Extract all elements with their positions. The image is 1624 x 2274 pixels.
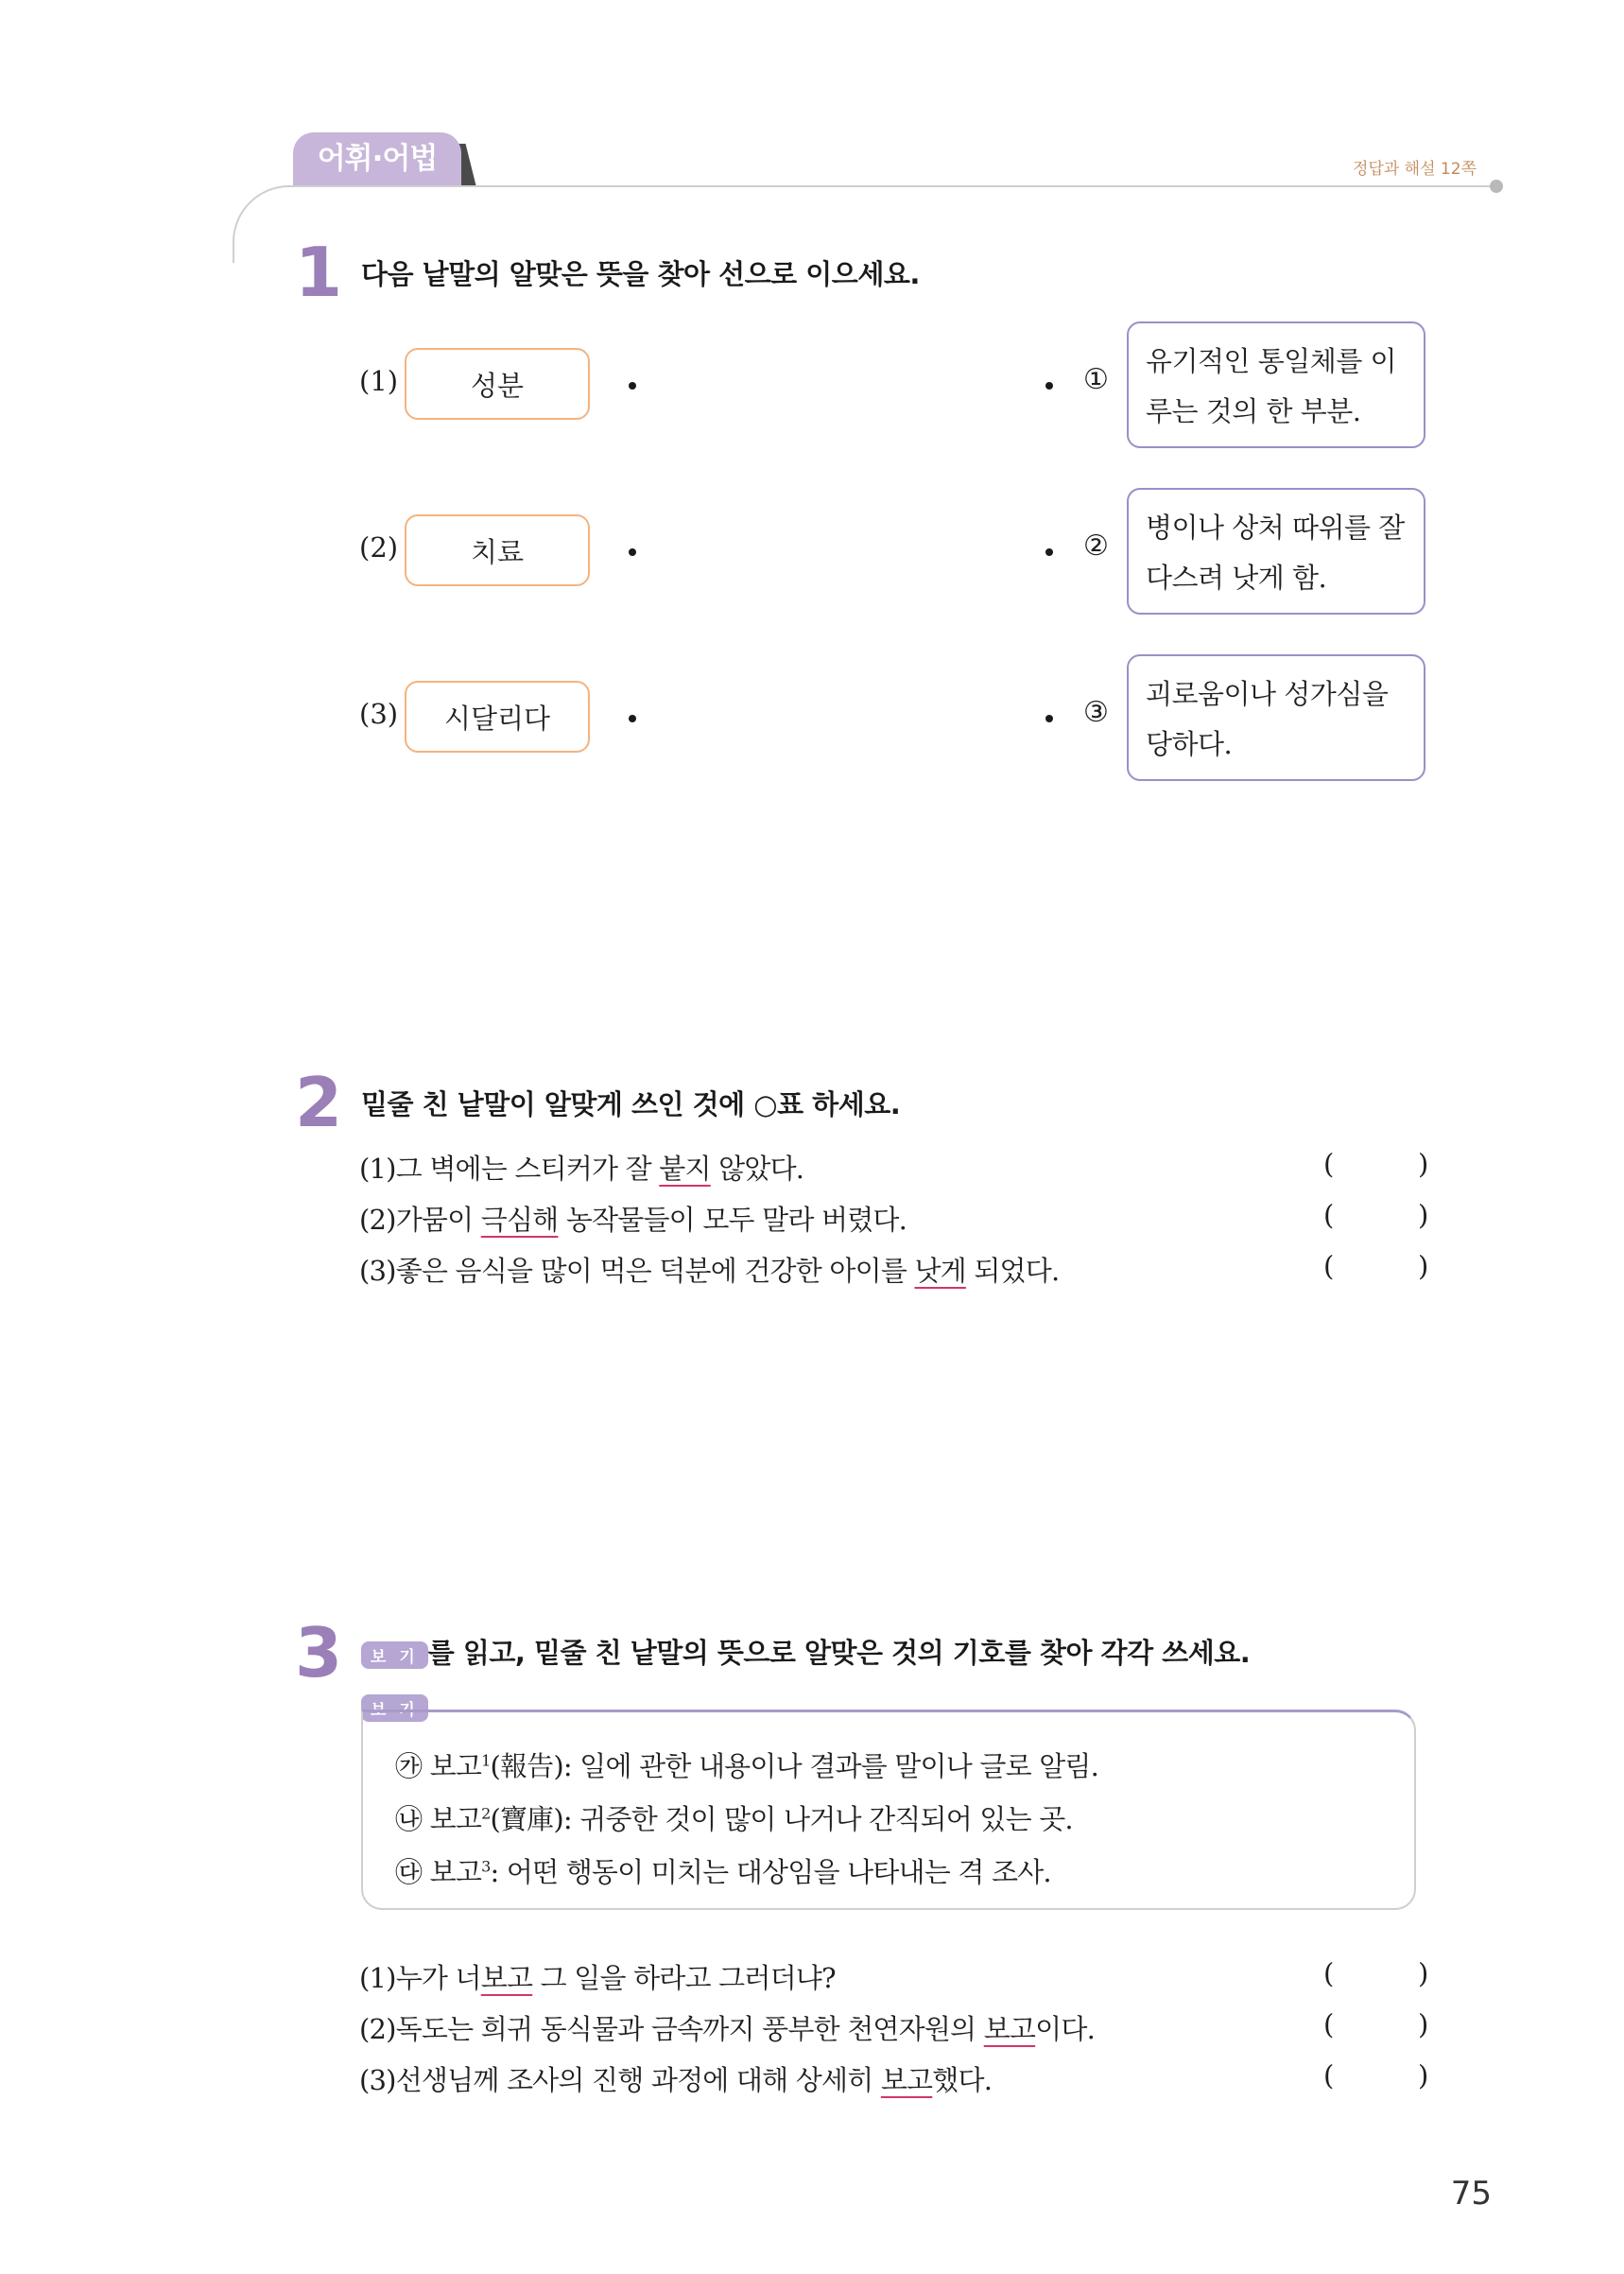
item-text: 좋은 음식을 많이 먹은 덕분에 건강한 아이를 bbox=[395, 1255, 915, 1287]
bogi-entry bbox=[395, 1745, 1098, 1784]
q1-left-dot[interactable] bbox=[629, 715, 636, 722]
bogi-tag: 보 기 bbox=[361, 1694, 428, 1722]
def-line: 유기적인 통일체를 이 bbox=[1146, 345, 1397, 377]
q1-def-number: ② bbox=[1083, 529, 1109, 563]
def-line: 당하다. bbox=[1146, 728, 1233, 760]
answer-paren-open[interactable]: ( bbox=[1323, 1199, 1335, 1231]
item-label: (1) bbox=[359, 1153, 396, 1185]
q1-right-dot[interactable] bbox=[1045, 382, 1053, 390]
item-text: 했다. bbox=[932, 2064, 993, 2096]
item-text: 농작물들이 모두 말라 버렸다. bbox=[558, 1204, 907, 1236]
entry-sup: 1 bbox=[481, 1751, 491, 1770]
answer-paren-open[interactable]: ( bbox=[1323, 1250, 1335, 1282]
answer-paren-close[interactable]: ) bbox=[1418, 2059, 1429, 2092]
underlined-word: 보고 bbox=[480, 1962, 533, 1994]
item-text: 누가 너 bbox=[395, 1962, 481, 1994]
underlined-word: 낫게 bbox=[914, 1255, 966, 1287]
question-2-instruction: 밑줄 친 낱말이 알맞게 쓰인 것에 ○표 하세요. bbox=[361, 1088, 901, 1120]
bogi-tag: 보 기 bbox=[361, 1641, 428, 1669]
question-1-instruction: 다음 낱말의 알맞은 뜻을 찾아 선으로 이으세요. bbox=[361, 258, 920, 290]
entry-def: : 일에 관한 내용이나 결과를 말이나 글로 알림. bbox=[562, 1750, 1099, 1782]
q1-word-box[interactable]: 성분 bbox=[405, 348, 590, 420]
answer-reference: 정답과 해설 12쪽 bbox=[1353, 160, 1477, 179]
q3-item bbox=[359, 2008, 1095, 2047]
entry-sup: 3 bbox=[481, 1857, 491, 1876]
item-label: (2) bbox=[359, 2013, 396, 2045]
entry-mark: ㉮ bbox=[395, 1750, 423, 1782]
answer-paren-close[interactable]: ) bbox=[1418, 1199, 1429, 1231]
q1-right-dot[interactable] bbox=[1045, 548, 1053, 556]
bogi-entry bbox=[395, 1798, 1073, 1837]
q1-left-dot[interactable] bbox=[629, 548, 636, 556]
q3-item bbox=[359, 2059, 992, 2098]
entry-sup: 2 bbox=[481, 1804, 491, 1823]
q1-def-number: ① bbox=[1083, 363, 1109, 396]
entry-hanja: (寶庫) bbox=[490, 1803, 563, 1835]
q1-item-label: (1) bbox=[359, 365, 399, 397]
item-label: (3) bbox=[359, 1255, 396, 1287]
item-text: 가뭄이 bbox=[395, 1204, 481, 1236]
q1-item-label: (2) bbox=[359, 531, 399, 564]
item-text: 되었다. bbox=[965, 1255, 1060, 1287]
item-text: 선생님께 조사의 진행 과정에 대해 상세히 bbox=[395, 2064, 881, 2096]
underlined-word: 붙지 bbox=[659, 1153, 711, 1185]
q1-word-box[interactable]: 치료 bbox=[405, 514, 590, 586]
question-number-2: 2 bbox=[295, 1063, 343, 1142]
answer-paren-close[interactable]: ) bbox=[1418, 2008, 1429, 2040]
def-line: 다스려 낫게 함. bbox=[1146, 562, 1327, 594]
question-number-3: 3 bbox=[295, 1613, 343, 1692]
entry-def: : 귀중한 것이 많이 나거나 간직되어 있는 곳. bbox=[562, 1803, 1073, 1835]
header-divider bbox=[284, 185, 1497, 187]
q1-left-dot[interactable] bbox=[629, 382, 636, 390]
question-number-1: 1 bbox=[295, 233, 343, 312]
q1-definition-box bbox=[1127, 321, 1425, 448]
q2-item bbox=[359, 1199, 907, 1238]
def-line: 괴로움이나 성가심을 bbox=[1146, 678, 1389, 710]
answer-paren-open[interactable]: ( bbox=[1323, 1957, 1335, 1989]
q2-item bbox=[359, 1250, 1059, 1289]
page-number: 75 bbox=[1450, 2175, 1492, 2213]
q3-item bbox=[359, 1957, 836, 1996]
item-label: (3) bbox=[359, 2064, 396, 2096]
answer-paren-open[interactable]: ( bbox=[1323, 1148, 1335, 1180]
question-3-instruction bbox=[361, 1632, 1250, 1671]
q1-word-box[interactable]: 시달리다 bbox=[405, 681, 590, 753]
entry-mark: ㉯ bbox=[395, 1803, 423, 1835]
item-text: 그 벽에는 스티커가 잘 bbox=[395, 1153, 660, 1185]
section-tab: 어휘·어법 bbox=[293, 132, 461, 185]
answer-paren-open[interactable]: ( bbox=[1323, 2008, 1335, 2040]
entry-word: 보고 bbox=[429, 1750, 482, 1782]
entry-word: 보고 bbox=[429, 1856, 482, 1888]
def-line: 병이나 상처 따위를 잘 bbox=[1146, 512, 1405, 544]
q1-definition-box bbox=[1127, 654, 1425, 781]
item-label: (1) bbox=[359, 1962, 396, 1994]
q1-right-dot[interactable] bbox=[1045, 715, 1053, 722]
def-line: 루는 것의 한 부분. bbox=[1146, 395, 1361, 427]
q1-definition-box bbox=[1127, 488, 1425, 615]
entry-def: : 어떤 행동이 미치는 대상임을 나타내는 격 조사. bbox=[490, 1856, 1051, 1888]
header-curve bbox=[233, 185, 301, 263]
answer-paren-close[interactable]: ) bbox=[1418, 1957, 1429, 1989]
answer-paren-close[interactable]: ) bbox=[1418, 1148, 1429, 1180]
answer-paren-close[interactable]: ) bbox=[1418, 1250, 1429, 1282]
item-text: 이다. bbox=[1035, 2013, 1095, 2045]
item-text: 않았다. bbox=[710, 1153, 804, 1185]
answer-paren-open[interactable]: ( bbox=[1323, 2059, 1335, 2092]
entry-mark: ㉰ bbox=[395, 1856, 423, 1888]
item-text: 그 일을 하라고 그러더냐? bbox=[532, 1962, 836, 1994]
item-label: (2) bbox=[359, 1204, 396, 1236]
underlined-word: 보고 bbox=[880, 2064, 933, 2096]
bogi-entry bbox=[395, 1851, 1051, 1890]
underlined-word: 극심해 bbox=[480, 1204, 559, 1236]
underlined-word: 보고 bbox=[983, 2013, 1036, 2045]
q1-def-number: ③ bbox=[1083, 696, 1109, 729]
q1-item-label: (3) bbox=[359, 698, 399, 730]
entry-word: 보고 bbox=[429, 1803, 482, 1835]
q2-item bbox=[359, 1148, 803, 1187]
entry-hanja: (報告) bbox=[490, 1750, 563, 1782]
instruction-text: 를 읽고, 밑줄 친 낱말의 뜻으로 알맞은 것의 기호를 찾아 각각 쓰세요. bbox=[427, 1637, 1251, 1669]
item-text: 독도는 희귀 동식물과 금속까지 풍부한 천연자원의 bbox=[395, 2013, 984, 2045]
header-dot bbox=[1490, 180, 1503, 193]
